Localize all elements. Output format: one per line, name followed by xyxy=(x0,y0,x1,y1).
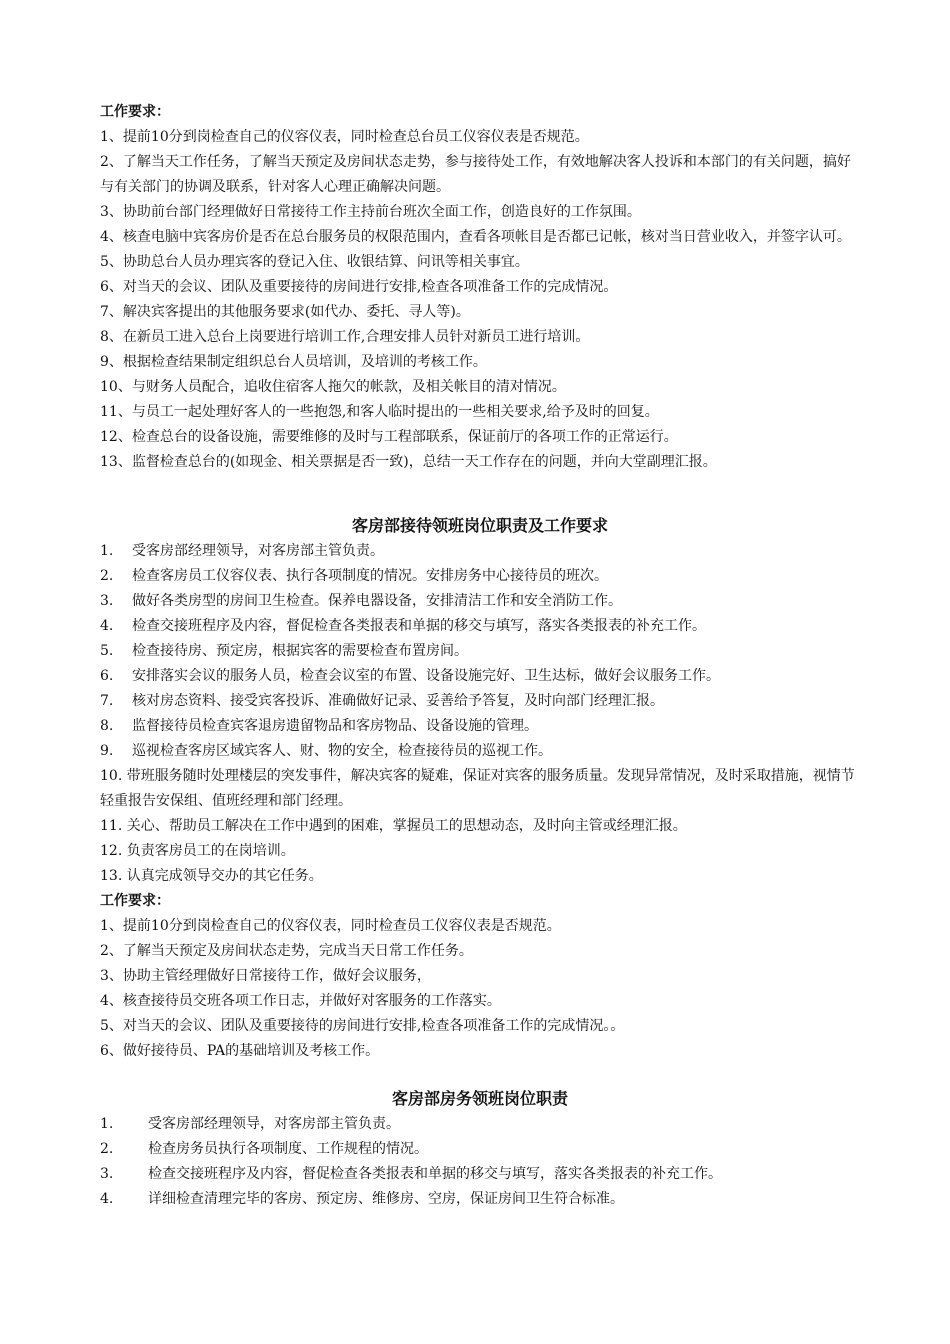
section2-duties-list xyxy=(100,539,860,889)
list-item: 3、协助主管经理做好日常接待工作，做好会议服务， xyxy=(100,968,431,984)
item-number: 4. xyxy=(100,618,114,634)
list-item xyxy=(100,564,860,589)
section1-requirements-title: 工作要求： xyxy=(100,104,170,120)
list-item: 13. 认真完成领导交办的其它任务。 xyxy=(100,868,323,884)
list-item xyxy=(100,739,860,764)
list-item: 13、监督检查总台的(如现金、相关票据是否一致)，总结一天工作存在的问题，并向大堂副理汇报。 xyxy=(100,454,717,470)
list-item: 11、与员工一起处理好客人的一些抱怨,和客人临时提出的一些相关要求,给予及时的回复。 xyxy=(100,404,659,420)
list-item: 1、提前10分到岗检查自己的仪容仪表，同时检查员工仪容仪表是否规范。 xyxy=(100,918,561,934)
item-number: 6. xyxy=(100,668,114,684)
list-item xyxy=(100,639,860,664)
list-item xyxy=(100,714,860,739)
list-item xyxy=(100,1187,860,1212)
list-item xyxy=(100,1137,860,1162)
item-text: 检查客房员工仪容仪表、执行各项制度的情况。安排房务中心接待员的班次。 xyxy=(132,568,608,584)
item-text: 做好各类房型的房间卫生检查。保养电器设备，安排清洁工作和安全消防工作。 xyxy=(132,593,622,609)
list-item xyxy=(100,664,860,689)
list-item: 5、对当天的会议、团队及重要接待的房间进行安排,检查各项准备工作的完成情况。。 xyxy=(100,1018,625,1034)
list-item: 8、在新员工进入总台上岗要进行培训工作,合理安排人员针对新员工进行培训。 xyxy=(100,329,590,345)
item-number: 9. xyxy=(100,743,114,759)
section2-requirements-list xyxy=(100,914,860,1064)
list-item: 6、对当天的会议、团队及重要接待的房间进行安排,检查各项准备工作的完成情况。 xyxy=(100,279,618,295)
list-item: 4、核查接待员交班各项工作日志，并做好对客服务的工作落实。 xyxy=(100,993,501,1009)
item-text: 检查交接班程序及内容，督促检查各类报表和单据的移交与填写，落实各类报表的补充工作。 xyxy=(148,1166,722,1182)
item-number: 8. xyxy=(100,718,114,734)
list-item: 12. 负责客房员工的在岗培训。 xyxy=(100,843,295,859)
item-text: 检查房务员执行各项制度、工作规程的情况。 xyxy=(148,1141,428,1157)
list-item: 3、协助前台部门经理做好日常接待工作主持前台班次全面工作，创造良好的工作氛围。 xyxy=(100,204,641,220)
list-item xyxy=(100,689,860,714)
item-text: 详细检查清理完毕的客房、预定房、维修房、空房，保证房间卫生符合标准。 xyxy=(148,1191,624,1207)
list-item: 2、了解当天工作任务，了解当天预定及房间状态走势，参与接待处工作，有效地解决客人投诉和本部门的有关问题，搞好与有关部门的协调及联系，针对客人心理正确解决问题。 xyxy=(100,154,851,195)
section1-requirements-list xyxy=(100,125,860,475)
item-number: 2. xyxy=(100,1141,114,1157)
item-number: 3. xyxy=(100,1166,114,1182)
list-item xyxy=(100,539,860,564)
section2-requirements-title: 工作要求： xyxy=(100,893,170,909)
list-item: 2、了解当天预定及房间状态走势，完成当天日常工作任务。 xyxy=(100,943,473,959)
list-item: 7、解决宾客提出的其他服务要求(如代办、委托、寻人等)。 xyxy=(100,304,470,320)
item-number: 5. xyxy=(100,643,114,659)
item-number: 3. xyxy=(100,593,114,609)
section2-title: 客房部接待领班岗位职责及工作要求 xyxy=(351,516,608,535)
item-text: 安排落实会议的服务人员，检查会议室的布置、设备设施完好、卫生达标，做好会议服务工作。 xyxy=(132,668,720,684)
item-text: 监督接待员检查宾客退房遗留物品和客房物品、设备设施的管理。 xyxy=(132,718,538,734)
list-item: 11. 关心、帮助员工解决在工作中遇到的困难，掌握员工的思想动态，及时向主管或经理汇报。 xyxy=(100,818,687,834)
list-item xyxy=(100,614,860,639)
list-item xyxy=(100,1162,860,1187)
item-text: 核对房态资料、接受宾客投诉、准确做好记录、妥善给予答复，及时向部门经理汇报。 xyxy=(132,693,664,709)
list-item: 1、提前10分到岗检查自己的仪容仪表，同时检查总台员工仪容仪表是否规范。 xyxy=(100,129,589,145)
item-number: 7. xyxy=(100,693,114,709)
item-text: 受客房部经理领导，对客房部主管负责。 xyxy=(148,1116,400,1132)
list-item: 5、协助总台人员办理宾客的登记入住、收银结算、问讯等相关事宜。 xyxy=(100,254,529,270)
item-number: 4. xyxy=(100,1191,114,1207)
item-text: 检查接待房、预定房，根据宾客的需要检查布置房间。 xyxy=(132,643,468,659)
list-item xyxy=(100,589,860,614)
item-text: 检查交接班程序及内容，督促检查各类报表和单据的移交与填写，落实各类报表的补充工作。 xyxy=(132,618,706,634)
item-text: 巡视检查客房区域宾客人、财、物的安全，检查接待员的巡视工作。 xyxy=(132,743,552,759)
item-text: 受客房部经理领导，对客房部主管负责。 xyxy=(132,543,384,559)
item-number: 1. xyxy=(100,1116,114,1132)
document-page xyxy=(100,100,860,1212)
list-item: 10. 带班服务随时处理楼层的突发事件，解决宾客的疑难，保证对宾客的服务质量。发现异常情况，及时采取措施，视情节轻重报告安保组、值班经理和部门经理。 xyxy=(100,768,855,809)
section3-title: 客房部房务领班岗位职责 xyxy=(391,1089,568,1108)
list-item: 4、核查电脑中宾客房价是否在总台服务员的权限范围内，查看各项帐目是否都已记帐，核对当日营业收入，并签字认可。 xyxy=(100,229,851,245)
item-number: 2. xyxy=(100,568,114,584)
list-item: 12、检查总台的设备设施，需要维修的及时与工程部联系，保证前厅的各项工作的正常运行。 xyxy=(100,429,678,445)
list-item: 10、与财务人员配合，追收住宿客人拖欠的帐款，及相关帐目的清对情况。 xyxy=(100,379,566,395)
list-item: 6、做好接待员、PA的基础培训及考核工作。 xyxy=(100,1043,380,1059)
list-item xyxy=(100,1112,860,1137)
item-number: 1. xyxy=(100,543,114,559)
section3-duties-list xyxy=(100,1112,860,1212)
list-item: 9、根据检查结果制定组织总台人员培训，及培训的考核工作。 xyxy=(100,354,487,370)
